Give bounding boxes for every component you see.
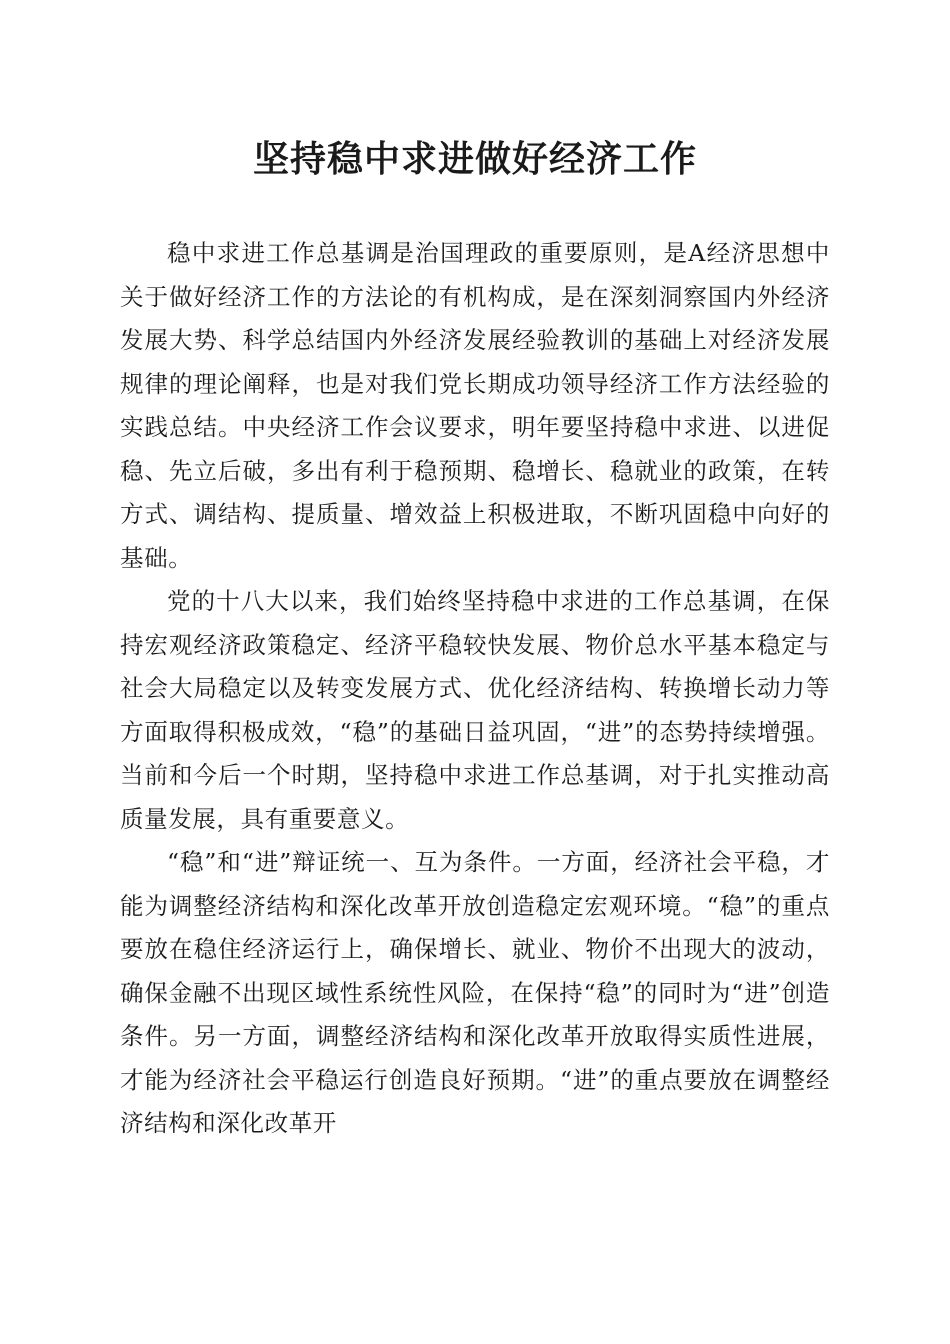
document-title: 坚持稳中求进做好经济工作 bbox=[252, 138, 697, 180]
paragraph-1: 稳中求进工作总基调是治国理政的重要原则，是A经济思想中关于做好经济工作的方法论的有机构成，是在深刻洞察国内外经济发展大势、科学总结国内外经济发展经验教训的基础上对经济发展规律的理论阐释，也是对我们党长期成功领导经济工作方法经验的实践总结。中央经济工作会议要求，明年要坚持稳中求进、以进促稳、先立后破，多出有利于稳预期、稳增长、稳就业的政策，在转方式、调结构、提质量、增效益上积极进取，不断巩固稳中向好的基础。 bbox=[120, 239, 830, 572]
document-body bbox=[120, 232, 830, 1146]
paragraph-3: “稳”和“进”辩证统一、互为条件。一方面，经济社会平稳，才能为调整经济结构和深化改革开放创造稳定宏观环境。“稳”的重点要放在稳住经济运行上，确保增长、就业、物价不出现大的波动，确保金融不出现区域性系统性风险，在保持“稳”的同时为“进”创造条件。另一方面，调整经济结构和深化改革开放取得实质性进展，才能为经济社会平稳运行创造良好预期。“进”的重点要放在调整经济结构和深化改革开 bbox=[120, 848, 830, 1137]
paragraph-2: 党的十八大以来，我们始终坚持稳中求进的工作总基调，在保持宏观经济政策稳定、经济平稳较快发展、物价总水平基本稳定与社会大局稳定以及转变发展方式、优化经济结构、转换增长动力等方面取得积极成效，“稳”的基础日益巩固，“进”的态势持续增强。当前和今后一个时期，坚持稳中求进工作总基调，对于扎实推动高质量发展，具有重要意义。 bbox=[120, 587, 830, 833]
